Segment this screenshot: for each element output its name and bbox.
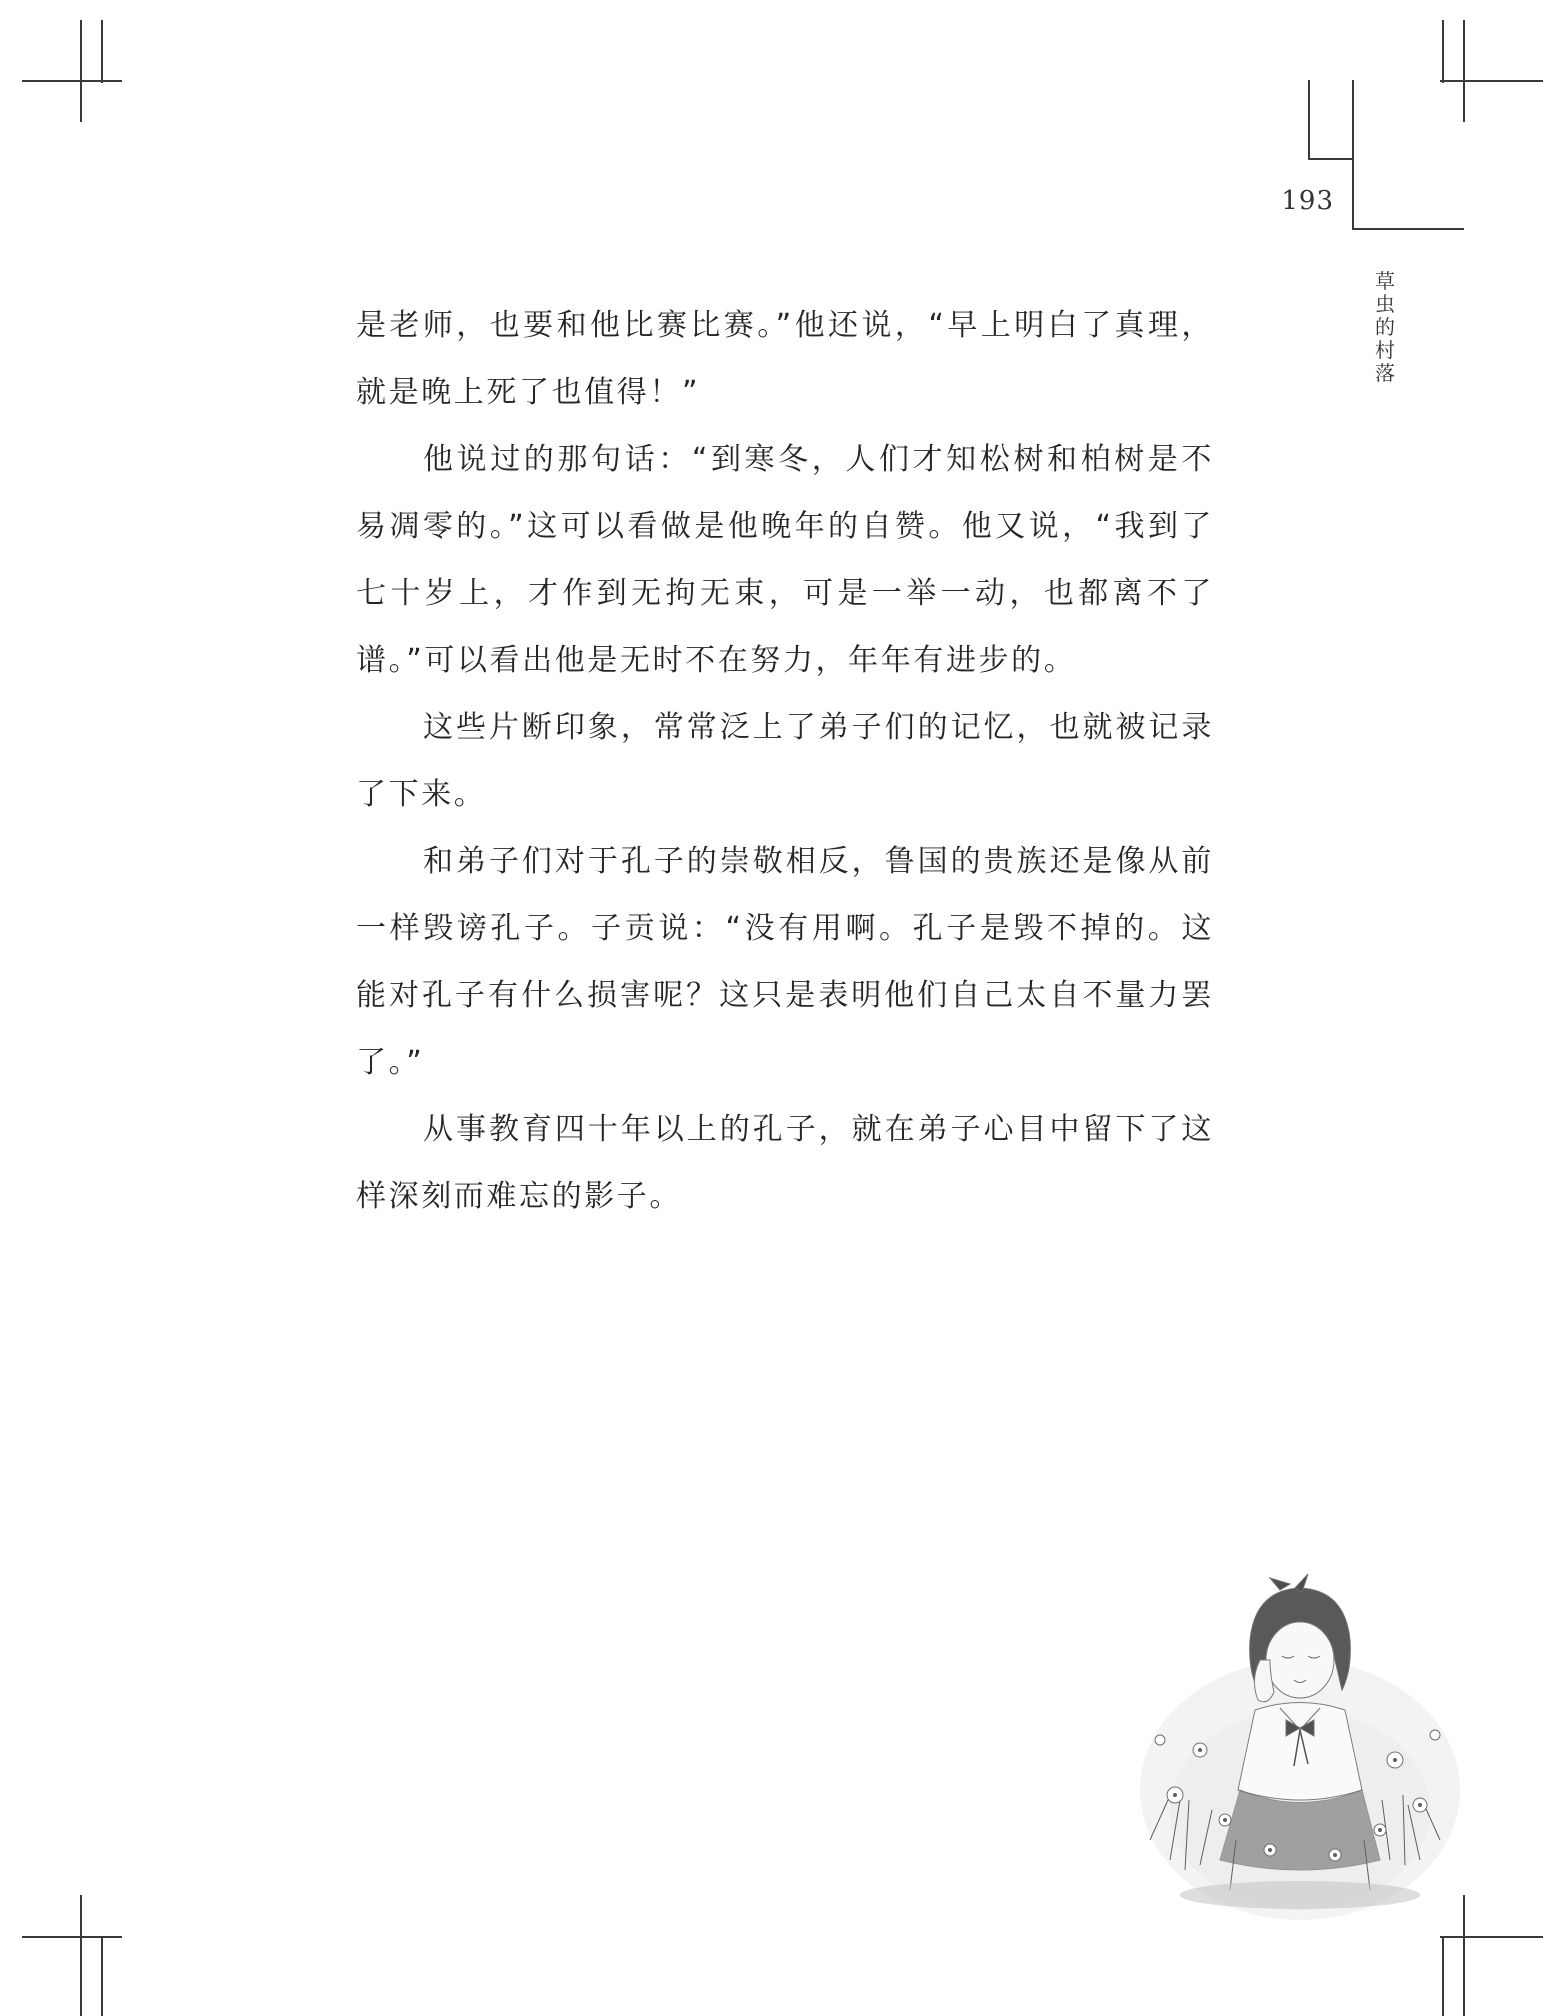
page-number: 193 [1281, 186, 1334, 216]
paragraph: 这些片断印象，常常泛上了弟子们的记忆，也就被记录了下来。 [356, 710, 1214, 812]
running-title: 草虫的村落 [1375, 269, 1395, 385]
girl-in-flowers-illustration [1130, 1560, 1470, 1940]
paragraph: 是老师，也要和他比赛比赛。”他还说，“早上明白了真理，就是晚上死了也值得！” [356, 308, 1214, 410]
paragraph: 他说过的那句话：“到寒冬，人们才知松树和柏树是不易凋零的。”这可以看做是他晚年的自赞。他又说，“我到了七十岁上，才作到无拘无束，可是一举一动，也都离不了谱。”可以看出他是无时不在努力，年年有进步的。 [356, 442, 1214, 678]
body-text [356, 292, 1214, 1230]
paragraph: 从事教育四十年以上的孔子，就在弟子心目中留下了这样深刻而难忘的影子。 [356, 1112, 1214, 1214]
paragraph: 和弟子们对于孔子的崇敬相反，鲁国的贵族还是像从前一样毁谤孔子。子贡说：“没有用啊。孔子是毁不掉的。这能对孔子有什么损害呢？这只是表明他们自己太自不量力罢了。” [356, 844, 1214, 1080]
